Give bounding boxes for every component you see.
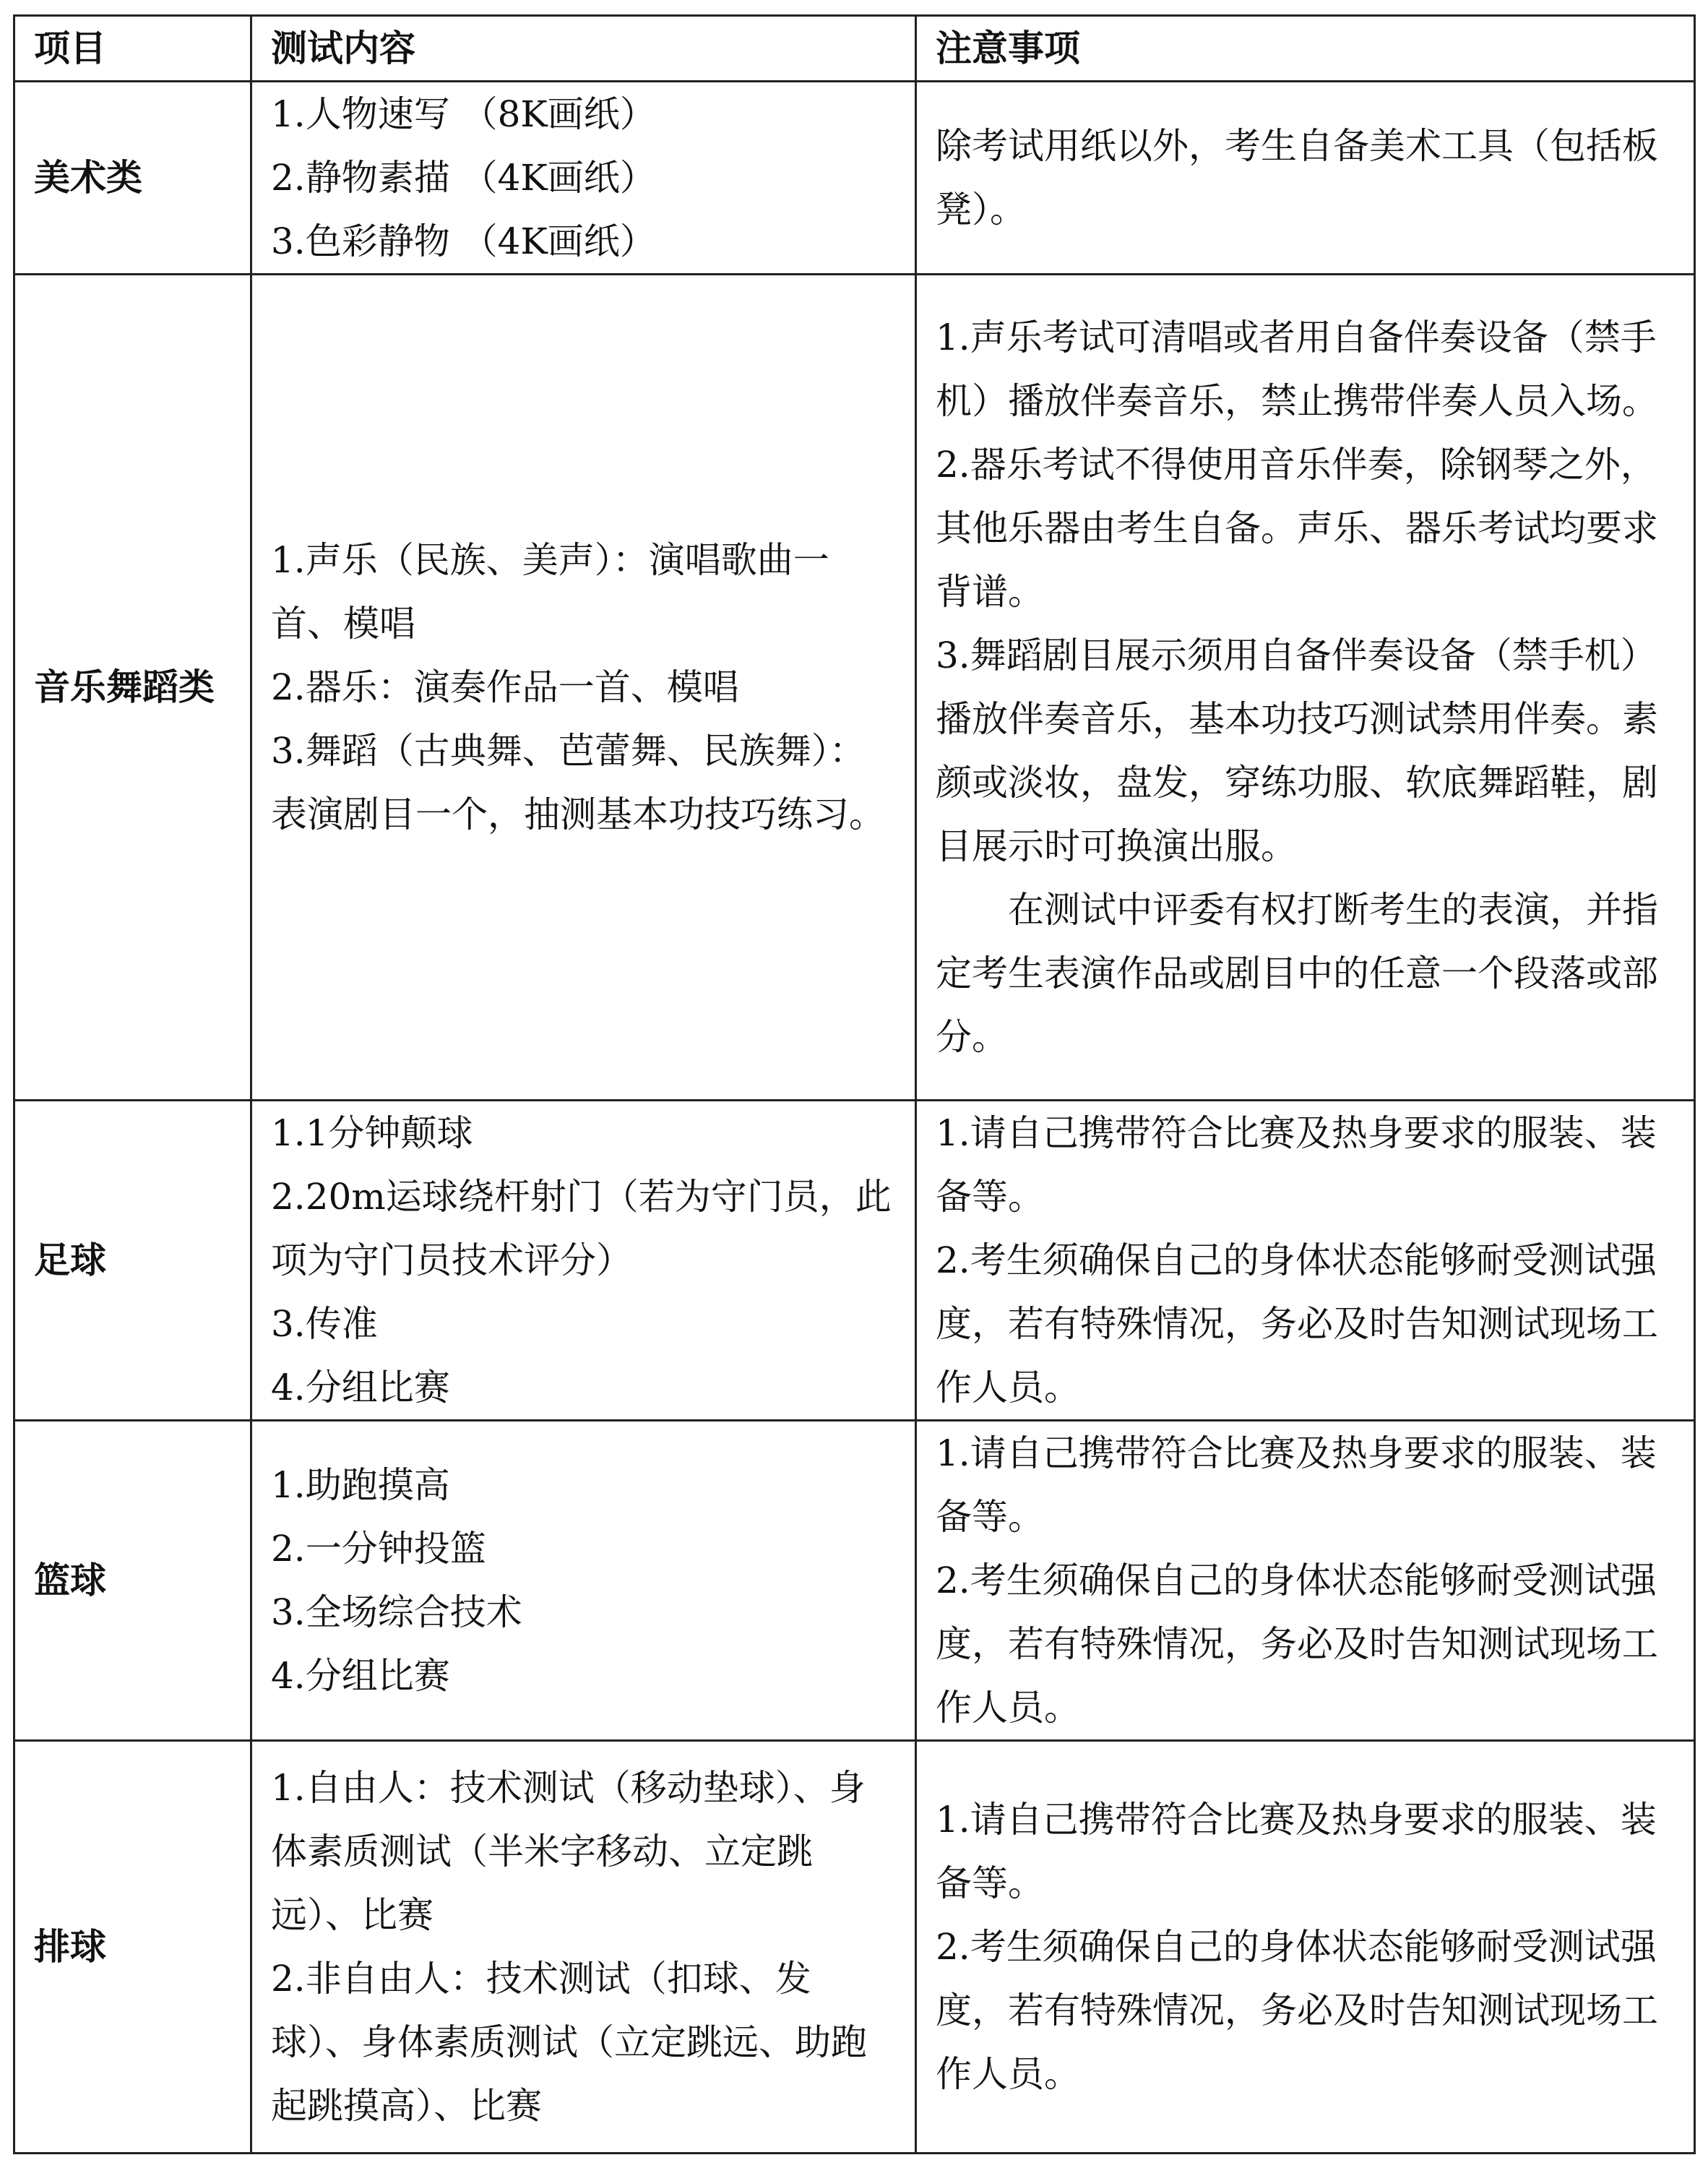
content-line: 2.静物素描 （4K画纸） [271, 157, 656, 199]
content-line: 4.分组比赛 [271, 1367, 450, 1408]
note-line: 2.考生须确保自己的身体状态能够耐受测试强度，若有特殊情况，务必及时告知测试现场工作人员。 [936, 1560, 1658, 1729]
note-line: 3.舞蹈剧目展示须用自备伴奏设备（禁手机）播放伴奏音乐，基本功技巧测试禁用伴奏。素颜或淡妆，盘发，穿练功服、软底舞蹈鞋，剧目展示时可换演出服。 [936, 635, 1658, 867]
category-cell: 足球 [14, 1101, 251, 1421]
content-line: 4.分组比赛 [271, 1655, 450, 1697]
content-line: 1.声乐（民族、美声）：演唱歌曲一首、模唱 [271, 539, 829, 645]
table-row [14, 1101, 1695, 1421]
header-item: 项目 [14, 16, 251, 82]
content-line: 2.20m运球绕杆射门（若为守门员，此项为守门员技术评分） [271, 1176, 892, 1281]
note-line: 在测试中评委有权打断考生的表演，并指定考生表演作品或剧目中的任意一个段落或部分。 [936, 889, 1658, 1058]
notes-cell [916, 1741, 1695, 2154]
content-cell [251, 1101, 916, 1421]
note-line: 1.请自己携带符合比赛及热身要求的服装、装备等。 [936, 1799, 1657, 1904]
note-line: 1.请自己携带符合比赛及热身要求的服装、装备等。 [936, 1432, 1657, 1538]
notes-cell [916, 275, 1695, 1101]
note-line: 2.考生须确保自己的身体状态能够耐受测试强度，若有特殊情况，务必及时告知测试现场工作人员。 [936, 1926, 1658, 2095]
content-cell [251, 82, 916, 275]
header-notes: 注意事项 [916, 16, 1695, 82]
category-cell: 篮球 [14, 1421, 251, 1741]
note-line: 1.请自己携带符合比赛及热身要求的服装、装备等。 [936, 1112, 1657, 1218]
content-line: 3.色彩静物 （4K画纸） [271, 220, 656, 262]
notes-cell [916, 1421, 1695, 1741]
note-line: 2.器乐考试不得使用音乐伴奏，除钢琴之外，其他乐器由考生自备。声乐、器乐考试均要求背谱。 [936, 444, 1658, 613]
content-line: 1.1分钟颠球 [271, 1112, 473, 1154]
content-line: 1.助跑摸高 [271, 1464, 450, 1506]
content-line: 3.舞蹈（古典舞、芭蕾舞、民族舞）：表演剧目一个，抽测基本功技巧练习。 [271, 730, 885, 835]
content-line: 1.人物速写 （8K画纸） [271, 93, 656, 135]
notes-cell [916, 1101, 1695, 1421]
content-cell [251, 1741, 916, 2154]
header-content: 测试内容 [251, 16, 916, 82]
content-line: 3.全场综合技术 [271, 1591, 522, 1633]
content-line: 3.传准 [271, 1303, 378, 1345]
header-row [14, 16, 1695, 82]
table-row [14, 82, 1695, 275]
notes-cell [916, 82, 1695, 275]
exam-table [13, 14, 1696, 2154]
table-row [14, 1421, 1695, 1741]
category-cell: 排球 [14, 1741, 251, 2154]
note-line: 除考试用纸以外，考生自备美术工具（包括板凳）。 [936, 125, 1658, 231]
note-line: 1.声乐考试可清唱或者用自备伴奏设备（禁手机）播放伴奏音乐，禁止携带伴奏人员入场。 [936, 317, 1658, 422]
category-cell: 美术类 [14, 82, 251, 275]
category-cell: 音乐舞蹈类 [14, 275, 251, 1101]
table-row [14, 275, 1695, 1101]
note-line: 2.考生须确保自己的身体状态能够耐受测试强度，若有特殊情况，务必及时告知测试现场工作人员。 [936, 1239, 1658, 1408]
content-cell [251, 275, 916, 1101]
table-row [14, 1741, 1695, 2154]
content-line: 2.一分钟投篮 [271, 1528, 486, 1570]
content-line: 1.自由人：技术测试（移动垫球）、身体素质测试（半米字移动、立定跳远）、比赛 [271, 1767, 866, 1936]
content-cell [251, 1421, 916, 1741]
content-line: 2.器乐：演奏作品一首、模唱 [271, 666, 739, 708]
content-line: 2.非自由人：技术测试（扣球、发球）、身体素质测试（立定跳远、助跑起跳摸高）、比赛 [271, 1958, 867, 2127]
